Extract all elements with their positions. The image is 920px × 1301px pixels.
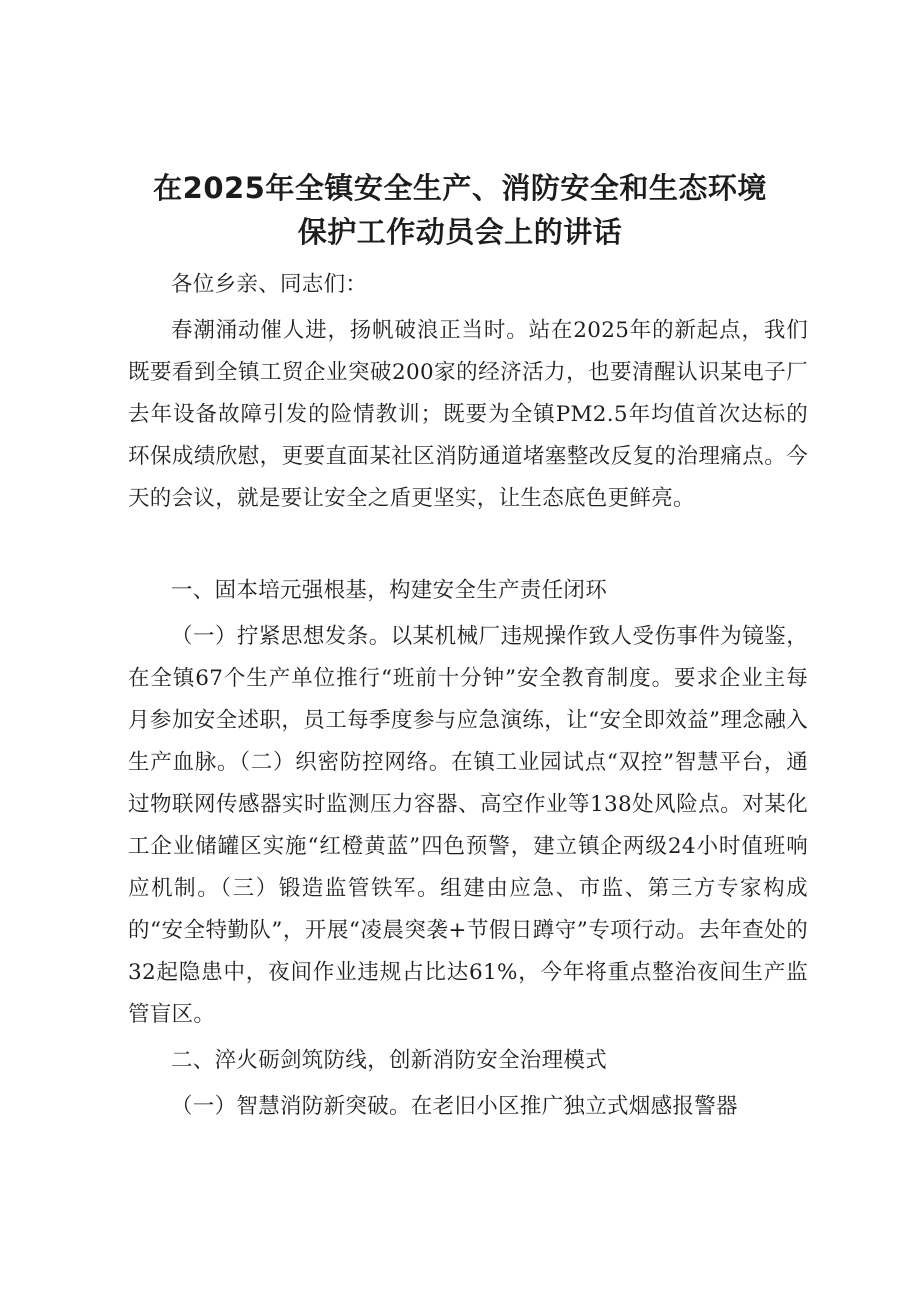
- section-heading-1: 一、固本培元强根基，构建安全生产责任闭环: [171, 578, 608, 603]
- document-title-line-2: 保护工作动员会上的讲话: [297, 215, 623, 249]
- section-heading-2: 二、淬火砺剑筑防线，创新消防安全治理模式: [171, 1048, 608, 1073]
- paragraph-fire-safety: （一）智慧消防新突破。在老旧小区推广独立式烟感报警器: [171, 1094, 738, 1119]
- greeting: 各位乡亲、同志们：: [171, 272, 368, 297]
- paragraph-intro: 春潮涌动催人进，扬帆破浪正当时。站在2025年的新起点，我们既要看到全镇工贸企业突破200家的经济活力，也要清醒认识某电子厂去年设备故障引发的险情教训；既要为全镇PM2.5年均值首次达标的环保成绩欣慰，更要直面某社区消防通道堵塞整改反复的治理痛点。今天的会议，就是要让安全之盾更坚实，让生态底色更鲜亮。: [128, 318, 808, 511]
- document-title-line-1: 在2025年全镇安全生产、消防安全和生态环境: [153, 171, 767, 205]
- paragraph-safety-production: （一）拧紧思想发条。以某机械厂违规操作致人受伤事件为镜鉴，在全镇67个生产单位推行“班前十分钟”安全教育制度。要求企业主每月参加安全述职，员工每季度参与应急演练，让“安全即效益”理念融入生产血脉。（二）织密防控网络。在镇工业园试点“双控”智慧平台，通过物联网传感器实时监测压力容器、高空作业等138处风险点。对某化工企业储罐区实施“红橙黄蓝”四色预警，建立镇企两级24小时值班响应机制。（三）锻造监管铁军。组建由应急、市监、第三方专家构成的“安全特勤队”，开展“凌晨突袭+节假日蹲守”专项行动。去年查处的32起隐患中，夜间作业违规占比达61%，今年将重点整治夜间生产监管盲区。: [128, 624, 808, 1027]
